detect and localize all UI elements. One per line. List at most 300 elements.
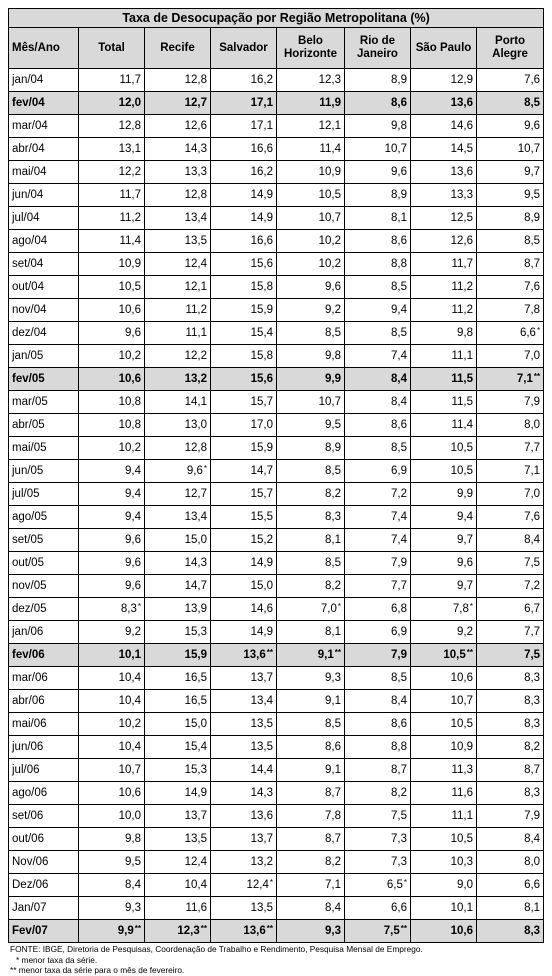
value-cell [145, 529, 211, 552]
value-cell [411, 483, 477, 506]
value-cell [145, 736, 211, 759]
value-cell [411, 759, 477, 782]
value-text: 8,5 [391, 280, 407, 293]
value-text: 13,6 [243, 648, 266, 661]
value-text: 12,4 [184, 257, 207, 270]
value-text: 8,5 [391, 441, 407, 454]
value-cell [411, 552, 477, 575]
value-text: 10,7 [318, 211, 341, 224]
value-cell [411, 368, 477, 391]
value-text: 9,1 [325, 763, 341, 776]
value-text: 9,5 [325, 418, 341, 431]
value-text: 16,2 [250, 73, 273, 86]
value-cell [79, 460, 145, 483]
month-cell: jul/06 [9, 759, 79, 782]
value-text: 8,7 [325, 832, 341, 845]
value-text: 12,4 [184, 855, 207, 868]
table-row [9, 713, 544, 736]
value-text: 13,7 [184, 809, 207, 822]
value-cell [79, 621, 145, 644]
value-text: 14,6 [450, 119, 473, 132]
value-cell [277, 529, 345, 552]
value-cell [145, 69, 211, 92]
value-text: 7,1 [325, 878, 341, 891]
value-cell [145, 115, 211, 138]
value-cell [477, 713, 544, 736]
value-cell [477, 621, 544, 644]
value-cell [145, 621, 211, 644]
unemployment-table-container [8, 8, 543, 976]
value-cell [145, 391, 211, 414]
value-text: 9,8 [325, 349, 341, 362]
value-cell [145, 713, 211, 736]
value-text: 11,2 [185, 303, 207, 316]
month-cell: fev/05 [9, 368, 79, 391]
value-cell [79, 552, 145, 575]
value-text: 7,5 [524, 556, 541, 569]
value-cell [277, 782, 345, 805]
value-cell [411, 460, 477, 483]
value-cell [277, 920, 345, 943]
table-row [9, 759, 544, 782]
value-text: 15,9 [184, 648, 207, 661]
value-text: 10,2 [318, 257, 341, 270]
value-text: 8,8 [391, 257, 407, 270]
value-cell [211, 506, 277, 529]
value-text: 10,0 [118, 809, 141, 822]
value-text: 10,4 [118, 671, 141, 684]
value-cell [277, 391, 345, 414]
value-text: 10,5 [450, 832, 473, 845]
value-text: 8,8 [391, 740, 407, 753]
value-cell [477, 851, 544, 874]
value-text: 8,4 [391, 372, 407, 385]
value-text: 9,6 [125, 556, 141, 569]
value-text: 10,2 [118, 717, 141, 730]
value-text: 10,7 [318, 395, 341, 408]
value-text: 12,8 [184, 188, 207, 201]
source-note: FONTE: IBGE, Diretoria de Pesquisas, Coordenação de Trabalho e Rendimento, Pesquisa Mensal de Emprego. [10, 944, 423, 954]
value-text: 9,5 [125, 855, 141, 868]
value-cell [477, 345, 544, 368]
value-text: 12,7 [184, 487, 207, 500]
value-text: 10,9 [450, 740, 473, 753]
value-text: 14,9 [250, 556, 273, 569]
table-row [9, 207, 544, 230]
value-text: 7,8 [524, 303, 541, 316]
value-cell [477, 92, 544, 115]
value-cell [477, 414, 544, 437]
month-cell: fev/04 [9, 92, 79, 115]
value-cell [145, 598, 211, 621]
column-header-row [9, 28, 544, 69]
value-text: 9,6 [125, 533, 141, 546]
value-text: 14,3 [184, 556, 207, 569]
value-text: 14,9 [184, 786, 207, 799]
value-cell [145, 299, 211, 322]
table-row [9, 276, 544, 299]
month-cell: jun/06 [9, 736, 79, 759]
value-cell [411, 667, 477, 690]
value-cell [477, 460, 544, 483]
value-text: 11,2 [119, 211, 141, 224]
value-text: 13,4 [184, 211, 207, 224]
month-cell: Nov/06 [9, 851, 79, 874]
value-text: 10,5 [450, 441, 473, 454]
value-cell [79, 322, 145, 345]
value-text: 8,1 [325, 625, 341, 638]
value-text: 12,4 [246, 878, 269, 891]
footnote-lowest-february: ** menor taxa da série para o mês de fevereiro. [10, 965, 185, 975]
value-cell [211, 667, 277, 690]
table-row [9, 644, 544, 667]
value-cell [277, 575, 345, 598]
value-text: 8,0 [524, 855, 541, 868]
table-row [9, 483, 544, 506]
month-cell: Fev/07 [9, 920, 79, 943]
value-text: 9,9 [117, 924, 134, 937]
value-cell [211, 391, 277, 414]
value-text: 8,1 [325, 533, 341, 546]
footnote-marker: * [269, 877, 273, 887]
value-text: 8,2 [325, 855, 341, 868]
month-cell: jan/04 [9, 69, 79, 92]
value-text: 12,7 [184, 96, 207, 109]
table-row [9, 920, 544, 943]
footnote-marker: ** [134, 923, 141, 933]
value-text: 8,9 [325, 441, 341, 454]
value-text: 15,6 [250, 372, 273, 385]
value-text: 15,2 [250, 533, 273, 546]
value-cell [477, 667, 544, 690]
value-cell [345, 759, 411, 782]
value-cell [79, 184, 145, 207]
value-cell [145, 460, 211, 483]
value-cell [79, 782, 145, 805]
value-cell [79, 138, 145, 161]
value-cell [145, 483, 211, 506]
value-text: 8,7 [391, 763, 407, 776]
value-cell [411, 897, 477, 920]
value-text: 16,6 [250, 142, 273, 155]
value-text: 11,6 [451, 786, 473, 799]
footnote-marker: * [403, 877, 407, 887]
value-cell [345, 161, 411, 184]
value-cell [79, 805, 145, 828]
value-cell [411, 253, 477, 276]
value-cell [277, 598, 345, 621]
value-text: 14,4 [250, 763, 273, 776]
value-text: 9,9 [457, 487, 473, 500]
month-cell: ago/05 [9, 506, 79, 529]
value-text: 14,9 [250, 625, 273, 638]
value-text: 8,1 [524, 901, 541, 914]
value-cell [145, 184, 211, 207]
value-text: 12,2 [118, 165, 141, 178]
value-text: 8,3 [120, 602, 137, 615]
value-text: 10,5 [118, 280, 141, 293]
value-cell [477, 230, 544, 253]
value-cell [79, 207, 145, 230]
value-cell [211, 437, 277, 460]
value-text: 8,6 [391, 418, 407, 431]
month-cell: jan/05 [9, 345, 79, 368]
value-text: 6,6 [519, 326, 536, 339]
table-row [9, 161, 544, 184]
value-text: 7,7 [391, 579, 407, 592]
value-text: 10,3 [450, 855, 473, 868]
table-row [9, 184, 544, 207]
value-text: 8,9 [391, 188, 407, 201]
header-month: Mês/Ano [9, 28, 79, 69]
value-cell [79, 759, 145, 782]
value-cell [145, 759, 211, 782]
value-cell [411, 322, 477, 345]
value-text: 8,6 [391, 717, 407, 730]
value-text: 9,1 [325, 694, 341, 707]
value-text: 16,2 [250, 165, 273, 178]
value-cell [477, 782, 544, 805]
value-text: 12,0 [118, 96, 141, 109]
value-cell [345, 874, 411, 897]
value-cell [345, 897, 411, 920]
value-text: 8,5 [325, 464, 341, 477]
value-cell [145, 897, 211, 920]
value-cell [211, 322, 277, 345]
value-text: 12,8 [184, 441, 207, 454]
value-text: 8,3 [524, 694, 541, 707]
footnote-marker: ** [334, 647, 341, 657]
value-text: 10,6 [118, 786, 141, 799]
value-text: 9,6 [524, 119, 541, 132]
value-cell [79, 92, 145, 115]
table-row [9, 828, 544, 851]
value-text: 10,7 [118, 763, 141, 776]
value-cell [411, 161, 477, 184]
value-cell [145, 161, 211, 184]
value-cell [345, 920, 411, 943]
value-text: 9,6 [391, 165, 407, 178]
value-cell [477, 184, 544, 207]
value-cell [79, 667, 145, 690]
table-row [9, 299, 544, 322]
value-cell [79, 414, 145, 437]
value-text: 13,3 [450, 188, 473, 201]
month-cell: abr/04 [9, 138, 79, 161]
value-cell [277, 437, 345, 460]
value-cell [411, 391, 477, 414]
value-text: 9,2 [457, 625, 473, 638]
value-cell [477, 322, 544, 345]
value-text: 12,9 [450, 73, 473, 86]
value-cell [345, 276, 411, 299]
value-cell [477, 391, 544, 414]
value-text: 13,6 [250, 809, 273, 822]
value-text: 8,6 [325, 740, 341, 753]
footnote-marker: * [536, 325, 541, 335]
value-text: 15,3 [184, 625, 207, 638]
value-cell [345, 690, 411, 713]
table-row [9, 736, 544, 759]
value-cell [477, 368, 544, 391]
value-text: 15,9 [250, 303, 273, 316]
value-text: 11,5 [451, 372, 473, 385]
value-text: 7,3 [391, 832, 407, 845]
value-text: 7,1 [516, 372, 533, 385]
value-text: 13,7 [250, 671, 273, 684]
value-text: 15,0 [184, 533, 207, 546]
value-cell [345, 506, 411, 529]
value-cell [211, 299, 277, 322]
value-cell [211, 920, 277, 943]
value-cell [345, 92, 411, 115]
value-text: 7,5 [524, 648, 541, 661]
value-text: 8,9 [391, 73, 407, 86]
value-text: 12,1 [184, 280, 207, 293]
value-cell [211, 874, 277, 897]
value-cell [145, 437, 211, 460]
value-cell [477, 552, 544, 575]
value-text: 8,5 [391, 671, 407, 684]
month-cell: mai/06 [9, 713, 79, 736]
value-text: 14,9 [250, 188, 273, 201]
value-cell [477, 805, 544, 828]
header-recife: Recife [145, 28, 211, 69]
value-text: 12,2 [184, 349, 207, 362]
table-row [9, 368, 544, 391]
value-cell [277, 759, 345, 782]
value-text: 15,0 [250, 579, 273, 592]
table-row [9, 414, 544, 437]
value-cell [79, 506, 145, 529]
value-cell [79, 897, 145, 920]
value-cell [411, 713, 477, 736]
value-text: 10,2 [118, 441, 141, 454]
value-text: 12,8 [118, 119, 141, 132]
value-cell [211, 782, 277, 805]
value-text: 8,3 [524, 717, 541, 730]
value-cell [145, 667, 211, 690]
value-text: 7,9 [524, 395, 541, 408]
value-text: 7,8 [325, 809, 341, 822]
value-cell [277, 92, 345, 115]
value-text: 10,7 [517, 142, 541, 155]
value-cell [79, 920, 145, 943]
value-cell [277, 161, 345, 184]
value-cell [477, 506, 544, 529]
footnote-marker: * [137, 601, 141, 611]
value-cell [477, 115, 544, 138]
value-cell [79, 391, 145, 414]
value-text: 12,3 [318, 73, 341, 86]
value-cell [477, 161, 544, 184]
value-text: 10,7 [450, 694, 473, 707]
value-cell [277, 506, 345, 529]
value-text: 10,8 [118, 418, 141, 431]
value-cell [411, 575, 477, 598]
value-text: 10,8 [118, 395, 141, 408]
value-text: 8,9 [524, 211, 541, 224]
value-cell [145, 345, 211, 368]
value-cell [211, 253, 277, 276]
value-text: 6,5 [386, 878, 403, 891]
value-cell [79, 230, 145, 253]
month-cell: ago/04 [9, 230, 79, 253]
value-text: 12,8 [184, 73, 207, 86]
header-salvador: Salvador [211, 28, 277, 69]
value-cell [345, 345, 411, 368]
value-cell [79, 690, 145, 713]
value-cell [277, 690, 345, 713]
value-cell [411, 851, 477, 874]
value-text: 9,7 [457, 579, 473, 592]
value-text: 10,5 [318, 188, 341, 201]
value-cell [477, 736, 544, 759]
value-cell [411, 506, 477, 529]
month-cell: nov/04 [9, 299, 79, 322]
value-text: 7,9 [524, 809, 541, 822]
value-text: 10,6 [118, 303, 141, 316]
table-row [9, 322, 544, 345]
value-cell [345, 138, 411, 161]
value-text: 11,1 [451, 349, 473, 362]
value-text: 8,5 [325, 556, 341, 569]
value-cell [79, 598, 145, 621]
value-cell [277, 207, 345, 230]
value-cell [277, 69, 345, 92]
month-cell: mai/04 [9, 161, 79, 184]
value-text: 9,5 [524, 188, 541, 201]
value-cell [277, 851, 345, 874]
value-cell [145, 414, 211, 437]
value-cell [277, 483, 345, 506]
value-cell [477, 437, 544, 460]
value-cell [345, 828, 411, 851]
month-cell: mar/04 [9, 115, 79, 138]
value-text: 7,5 [383, 924, 400, 937]
value-cell [411, 69, 477, 92]
value-text: 8,5 [524, 234, 541, 247]
table-row [9, 506, 544, 529]
value-cell [345, 805, 411, 828]
value-text: 7,8 [452, 602, 469, 615]
value-cell [477, 920, 544, 943]
value-text: 7,0 [320, 602, 337, 615]
value-text: 13,1 [118, 142, 141, 155]
value-text: 11,3 [451, 763, 473, 776]
month-cell: out/06 [9, 828, 79, 851]
value-text: 7,3 [391, 855, 407, 868]
value-text: 13,5 [184, 832, 207, 845]
value-cell [79, 851, 145, 874]
table-row [9, 874, 544, 897]
value-cell [411, 874, 477, 897]
value-cell [477, 253, 544, 276]
value-text: 10,5 [450, 464, 473, 477]
value-cell [145, 575, 211, 598]
value-text: 8,7 [325, 786, 341, 799]
value-cell [79, 713, 145, 736]
value-cell [277, 552, 345, 575]
value-text: 7,5 [391, 809, 407, 822]
value-cell [211, 897, 277, 920]
value-cell [211, 483, 277, 506]
footnote-marker: ** [466, 647, 473, 657]
value-cell [411, 414, 477, 437]
value-cell [277, 276, 345, 299]
value-cell [277, 184, 345, 207]
value-text: 8,2 [325, 579, 341, 592]
